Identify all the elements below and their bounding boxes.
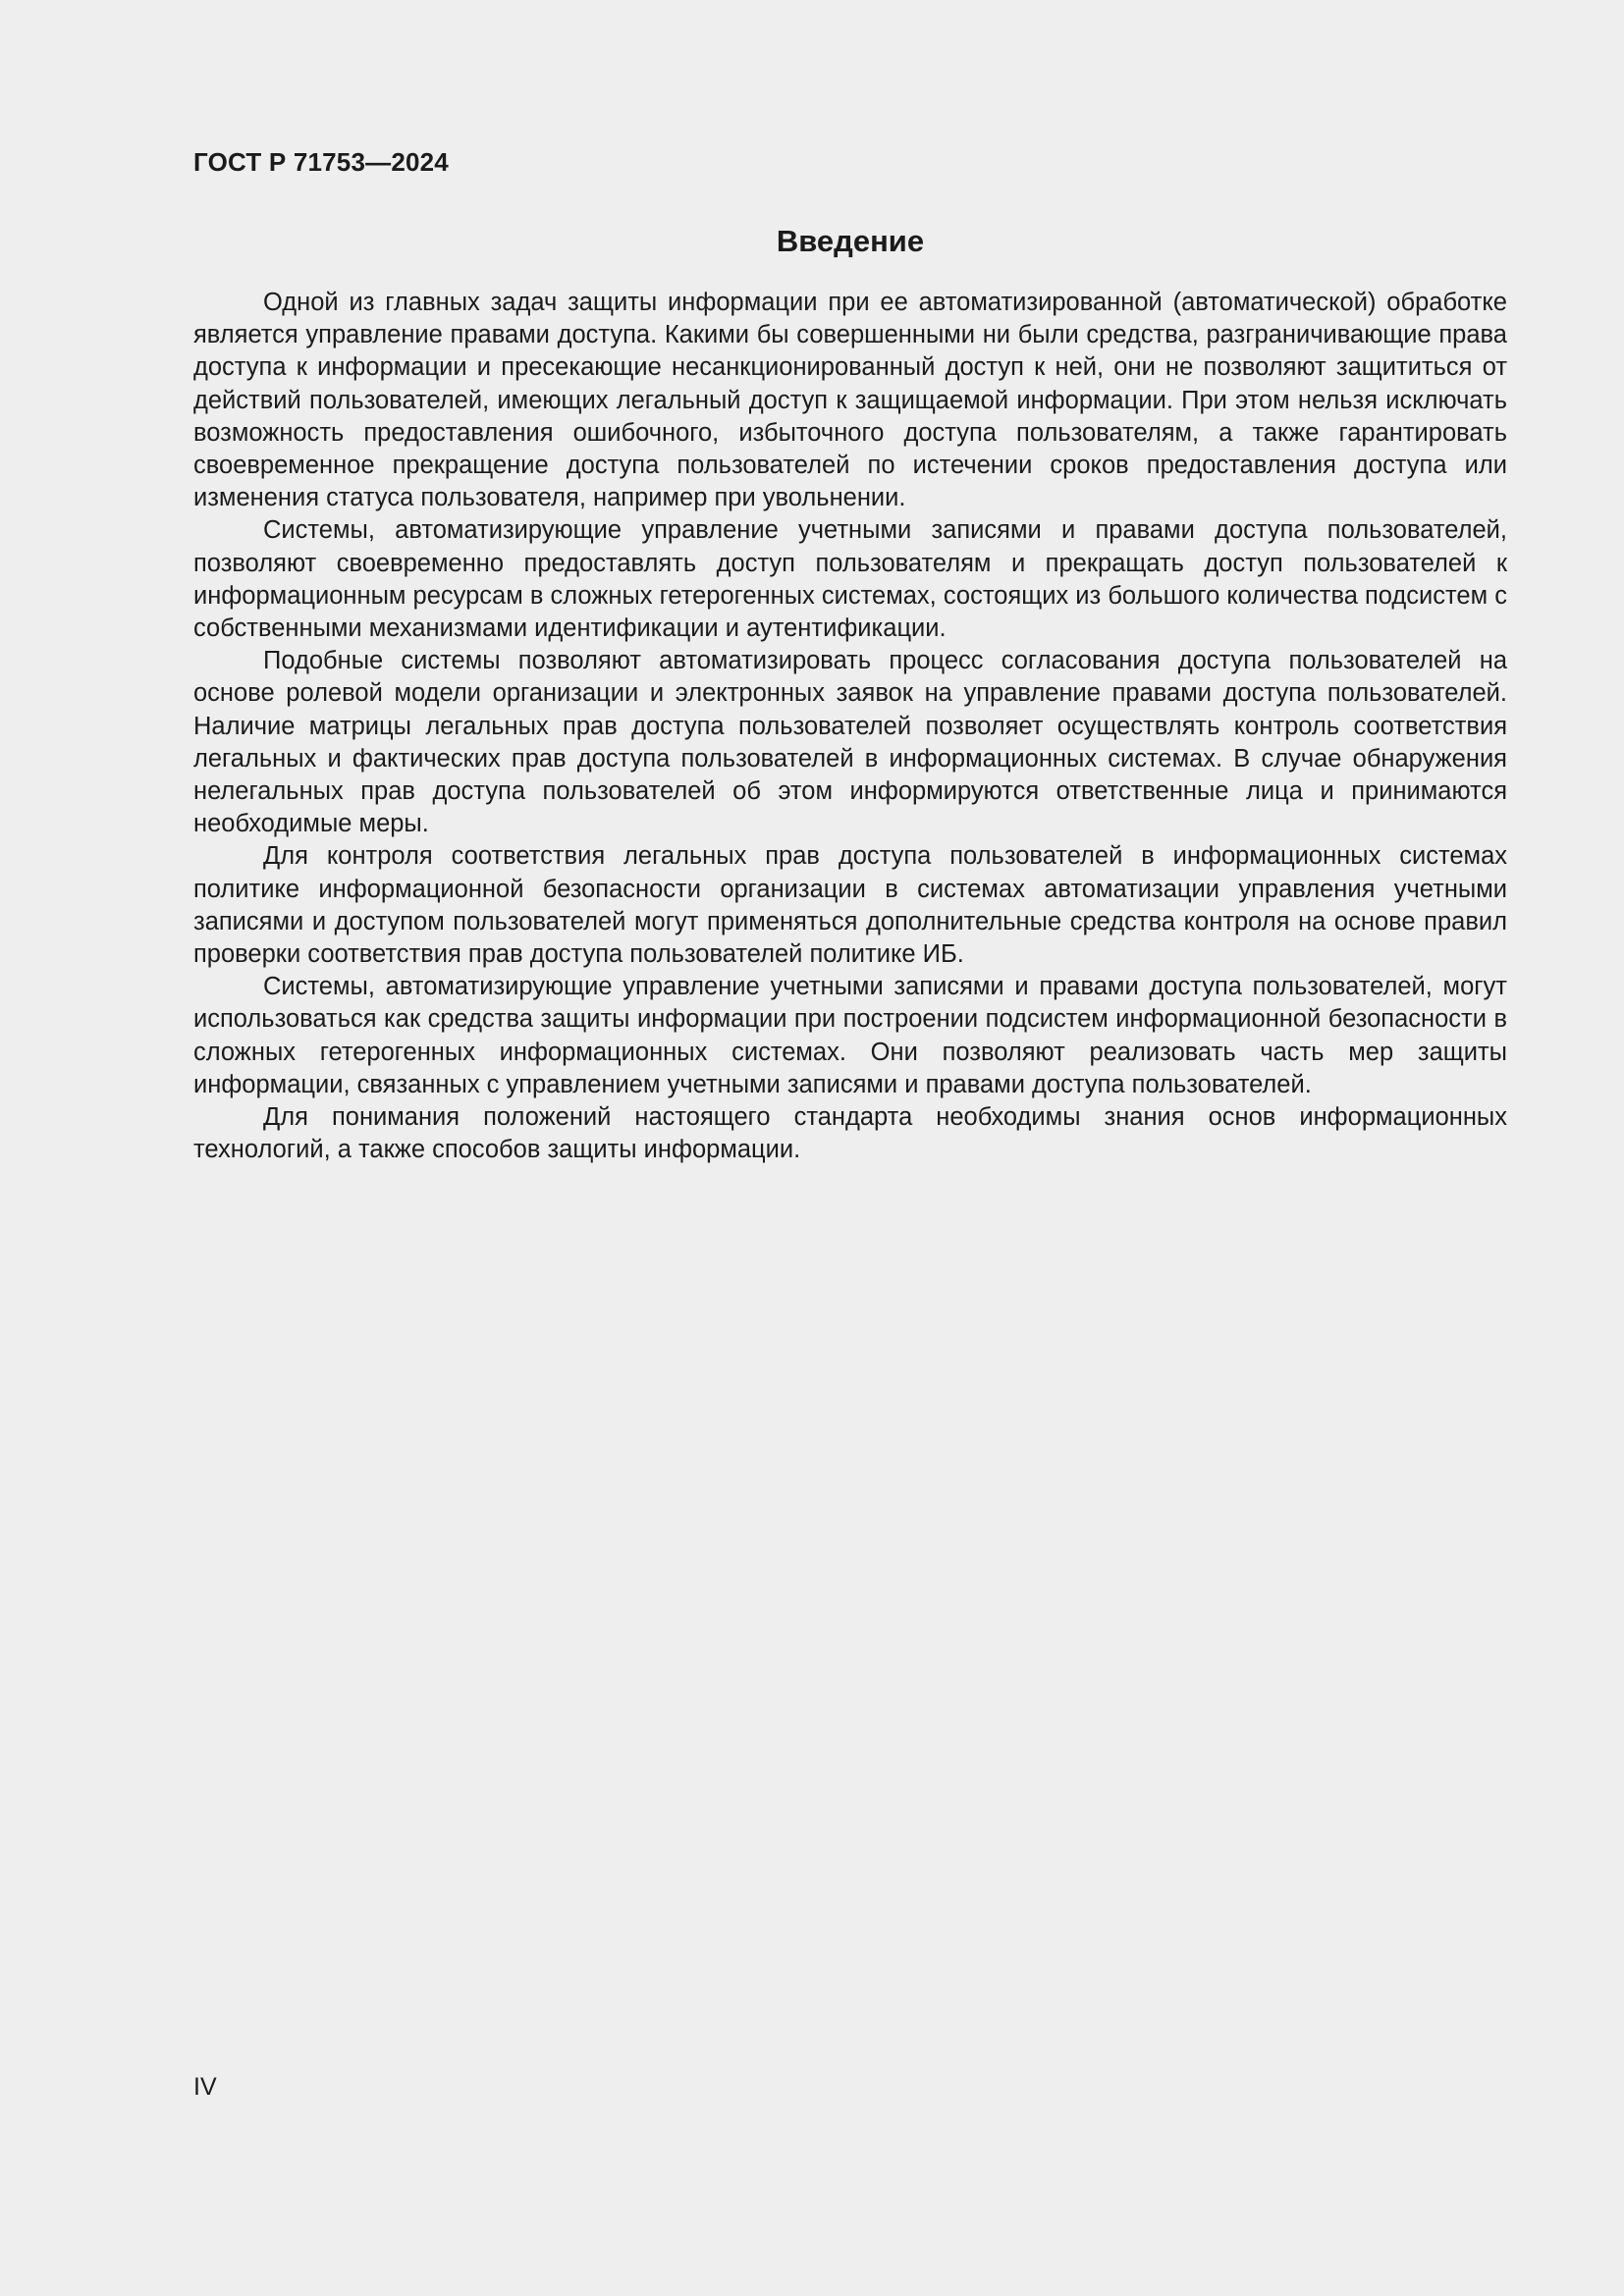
page-number: IV <box>193 2073 217 2101</box>
paragraph: Для контроля соответствия легальных прав доступа пользователей в информационных системах политике информационной безопасности организации в системах автоматизации управления учетными записями и доступом пользователей могут применяться дополнительные средства контроля на основе правил проверки соответствия прав доступа пользователей политике ИБ. <box>193 842 1507 969</box>
section-title: Введение <box>776 224 925 258</box>
paragraph: Системы, автоматизирующие управление учетными записями и правами доступа пользователей, позволяют своевременно предоставлять доступ пользователям и прекращать доступ пользователей к информационным ресурсам в сложных гетерогенных системах, состоящих из большого количества подсистем с собственными механизмами идентификации и аутентификации. <box>193 516 1507 643</box>
paragraph: Подобные системы позволяют автоматизировать процесс согласования доступа пользователей на основе ролевой модели организации и электронных заявок на управление правами доступа пользователей. Наличие матрицы легальных прав доступа пользователей позволяет осуществлять контроль соответствия легальных и фактических прав доступа пользователей в информационных системах. В случае обнаружения нелегальных прав доступа пользователей об этом информируются ответственные лица и принимаются необходимые меры. <box>193 647 1507 838</box>
body-text <box>193 287 1507 1166</box>
document-header: ГОСТ Р 71753—2024 <box>193 147 449 177</box>
paragraph: Системы, автоматизирующие управление учетными записями и правами доступа пользователей, могут использоваться как средства защиты информации при построении подсистем информационной безопасности в сложных гетерогенных информационных системах. Они позволяют реализовать часть мер защиты информации, связанных с управлением учетными записями и правами доступа пользователей. <box>193 973 1507 1098</box>
paragraph: Одной из главных задач защиты информации при ее автоматизированной (автоматической) обработке является управление правами доступа. Какими бы совершенными ни были средства, разграничивающие права доступа к информации и пресекающие несанкционированный доступ к ней, они не позволяют защититься от действий пользователей, имеющих легальный доступ к защищаемой информации. При этом нельзя исключать возможность предоставления ошибочного, избыточного доступа пользователям, а также гарантировать своевременное прекращение доступа пользователей по истечении сроков предоставления доступа или изменения статуса пользователя, например при увольнении. <box>193 289 1507 512</box>
paragraph: Для понимания положений настоящего стандарта необходимы знания основ информационных технологий, а также способов защиты информации. <box>193 1103 1507 1164</box>
